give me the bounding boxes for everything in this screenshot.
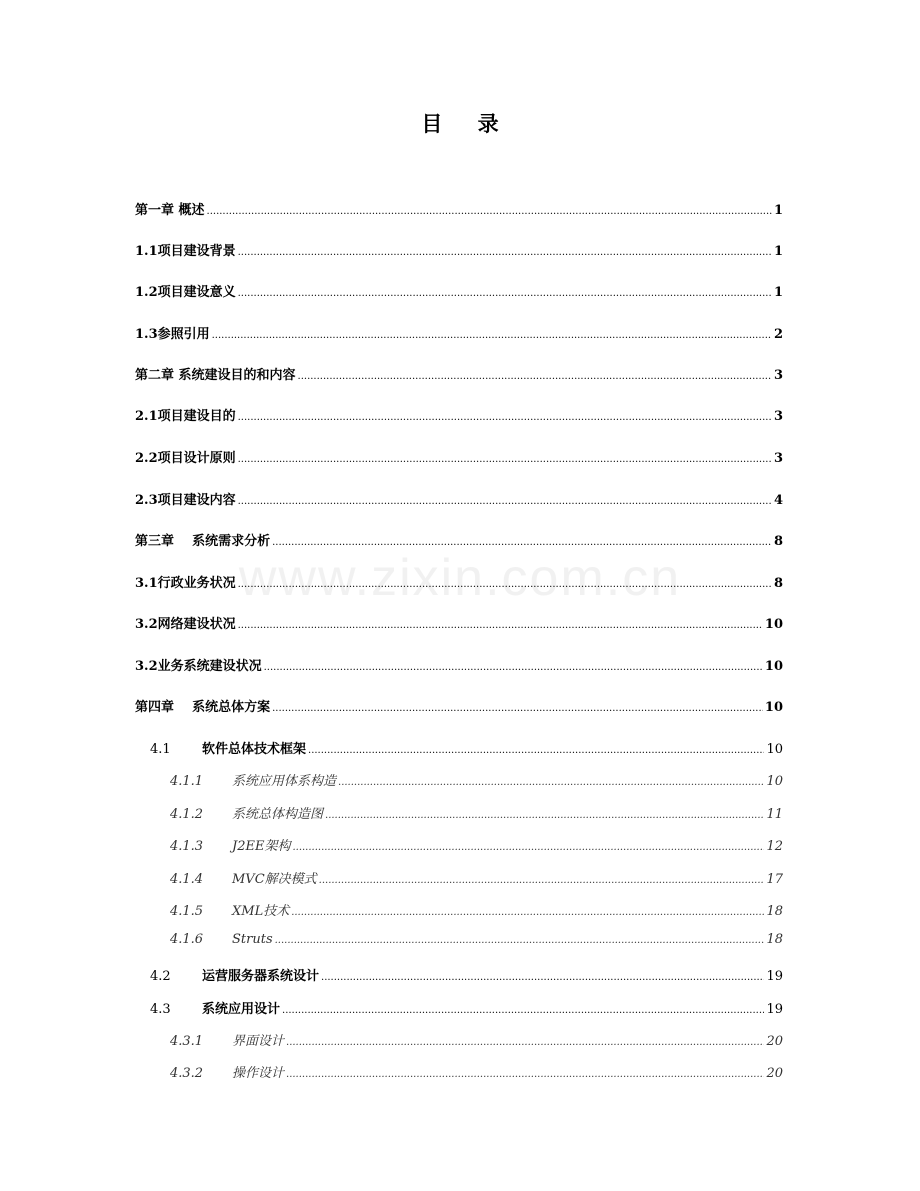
watermark: www.zixin.com.cn: [238, 549, 682, 607]
toc-entry-label: 界面设计: [232, 1034, 285, 1049]
toc-entry-label: Struts: [232, 932, 273, 947]
toc-leader-dots: [275, 932, 765, 947]
toc-entry-label: 第一章 概述: [135, 203, 205, 218]
toc-title: 目 录: [421, 112, 513, 136]
toc-entry-label: 操作设计: [232, 1066, 285, 1081]
toc-leader-dots: [292, 839, 764, 854]
toc-entry-4-3[interactable]: [150, 998, 783, 1017]
toc-entry-4-3-2[interactable]: [170, 1062, 783, 1081]
toc-entry-label: J2EE架构: [232, 839, 291, 854]
toc-entry-number: 4.1.6: [170, 932, 204, 947]
toc-entry-label: 3.1行政业务状况: [135, 576, 236, 591]
toc-entry-label: 2.1项目建设目的: [135, 409, 236, 424]
toc-leader-dots: [238, 451, 772, 466]
toc-entry-page: 11: [766, 807, 783, 822]
toc-leader-dots: [238, 576, 772, 591]
toc-entry-chapter-4[interactable]: [135, 696, 783, 715]
toc-entry-4-1-6[interactable]: [170, 932, 783, 947]
toc-leader-dots: [238, 617, 763, 632]
toc-entry-page: 3: [773, 368, 783, 383]
toc-entry-chapter-3[interactable]: [135, 530, 783, 549]
toc-entry-number: 4.1.1: [170, 774, 204, 789]
toc-entry-label: 系统应用设计: [202, 1002, 281, 1017]
toc-entry-page: 8: [773, 576, 783, 591]
toc-leader-dots: [238, 493, 772, 508]
toc-entry-page: 2: [773, 327, 783, 342]
toc-entry-page: 18: [766, 932, 783, 947]
toc-leader-dots: [286, 1034, 764, 1049]
toc-leader-dots: [212, 327, 772, 342]
toc-entry-label: 第三章 系统需求分析: [135, 534, 271, 549]
toc-entry-chapter-1[interactable]: [135, 199, 783, 218]
toc-entry-label: 2.2项目设计原则: [135, 451, 236, 466]
toc-entry-4-3-1[interactable]: [170, 1030, 783, 1049]
toc-entry-number: 4.1.5: [170, 904, 204, 919]
toc-entry-page: 10: [766, 742, 783, 757]
toc-leader-dots: [286, 1066, 764, 1081]
toc-entry-label: 1.2项目建设意义: [135, 285, 236, 300]
toc-entry-page: 1: [773, 285, 783, 300]
toc-entry-page: 19: [766, 969, 783, 984]
toc-entry-label: 软件总体技术框架: [202, 742, 307, 757]
toc-leader-dots: [319, 872, 765, 887]
toc-entry-label: 2.3项目建设内容: [135, 493, 236, 508]
toc-leader-dots: [325, 807, 764, 822]
toc-entry-4-1-5[interactable]: [170, 900, 783, 919]
toc-entry-number: 4.3.1: [170, 1034, 204, 1049]
toc-entry-page: 10: [764, 659, 783, 674]
toc-entry-page: 10: [764, 617, 783, 632]
toc-entry-4-1-4[interactable]: [170, 868, 783, 887]
toc-entry-page: 3: [773, 451, 783, 466]
toc-leader-dots: [272, 700, 763, 715]
toc-entry-label: 1.3参照引用: [135, 327, 210, 342]
toc-leader-dots: [238, 409, 772, 424]
toc-entry-1-1[interactable]: [135, 240, 783, 259]
toc-entry-page: 12: [766, 839, 783, 854]
toc-entry-3-2-business[interactable]: [135, 655, 783, 674]
toc-leader-dots: [338, 774, 764, 789]
toc-entry-1-3[interactable]: [135, 323, 783, 342]
toc-leader-dots: [282, 1002, 764, 1017]
toc-entry-number: 4.1.2: [170, 807, 204, 822]
toc-entry-page: 10: [764, 700, 783, 715]
toc-leader-dots: [238, 285, 772, 300]
toc-entry-label: 第四章 系统总体方案: [135, 700, 271, 715]
toc-entry-page: 17: [766, 872, 783, 887]
toc-entry-4-2[interactable]: [150, 965, 783, 984]
toc-entry-chapter-2[interactable]: [135, 364, 783, 383]
toc-entry-number: 4.2: [150, 969, 171, 984]
toc-entry-page: 19: [766, 1002, 783, 1017]
toc-entry-label: 系统总体构造图: [232, 807, 324, 822]
toc-entry-page: 8: [773, 534, 783, 549]
toc-leader-dots: [207, 203, 772, 218]
toc-entry-label: 系统应用体系构造: [232, 774, 337, 789]
toc-entry-page: 20: [766, 1034, 783, 1049]
toc-leader-dots: [298, 368, 772, 383]
toc-entry-4-1[interactable]: [150, 738, 783, 757]
toc-leader-dots: [264, 659, 763, 674]
toc-entry-number: 4.1.4: [170, 872, 204, 887]
toc-entry-page: 4: [773, 493, 783, 508]
toc-entry-3-2[interactable]: [135, 613, 783, 632]
toc-entry-1-2[interactable]: [135, 281, 783, 300]
toc-entry-2-2[interactable]: [135, 447, 783, 466]
toc-entry-label: 3.2网络建设状况: [135, 617, 236, 632]
toc-entry-4-1-1[interactable]: [170, 770, 783, 789]
toc-leader-dots: [272, 534, 772, 549]
toc-leader-dots: [238, 244, 772, 259]
toc-entry-4-1-3[interactable]: [170, 835, 783, 854]
toc-entry-page: 1: [773, 244, 783, 259]
toc-entry-page: 18: [766, 904, 783, 919]
toc-leader-dots: [308, 742, 764, 757]
toc-entry-label: XML技术: [232, 904, 290, 919]
toc-leader-dots: [321, 969, 764, 984]
toc-entry-4-1-2[interactable]: [170, 803, 783, 822]
toc-entry-page: 20: [766, 1066, 783, 1081]
toc-entry-label: MVC解决模式: [232, 872, 317, 887]
toc-entry-page: 10: [766, 774, 783, 789]
toc-entry-label: 运营服务器系统设计: [202, 969, 320, 984]
toc-entry-3-1[interactable]: [135, 572, 783, 591]
toc-entry-2-1[interactable]: [135, 405, 783, 424]
toc-entry-label: 3.2业务系统建设状况: [135, 659, 262, 674]
toc-entry-page: 3: [773, 409, 783, 424]
toc-entry-number: 4.1.3: [170, 839, 204, 854]
toc-entry-label: 第二章 系统建设目的和内容: [135, 368, 296, 383]
toc-entry-page: 1: [773, 203, 783, 218]
toc-entry-number: 4.3: [150, 1002, 171, 1017]
toc-entry-label: 1.1项目建设背景: [135, 244, 236, 259]
toc-entry-2-3[interactable]: [135, 489, 783, 508]
toc-entry-number: 4.3.2: [170, 1066, 204, 1081]
toc-leader-dots: [291, 904, 764, 919]
toc-entry-number: 4.1: [150, 742, 171, 757]
